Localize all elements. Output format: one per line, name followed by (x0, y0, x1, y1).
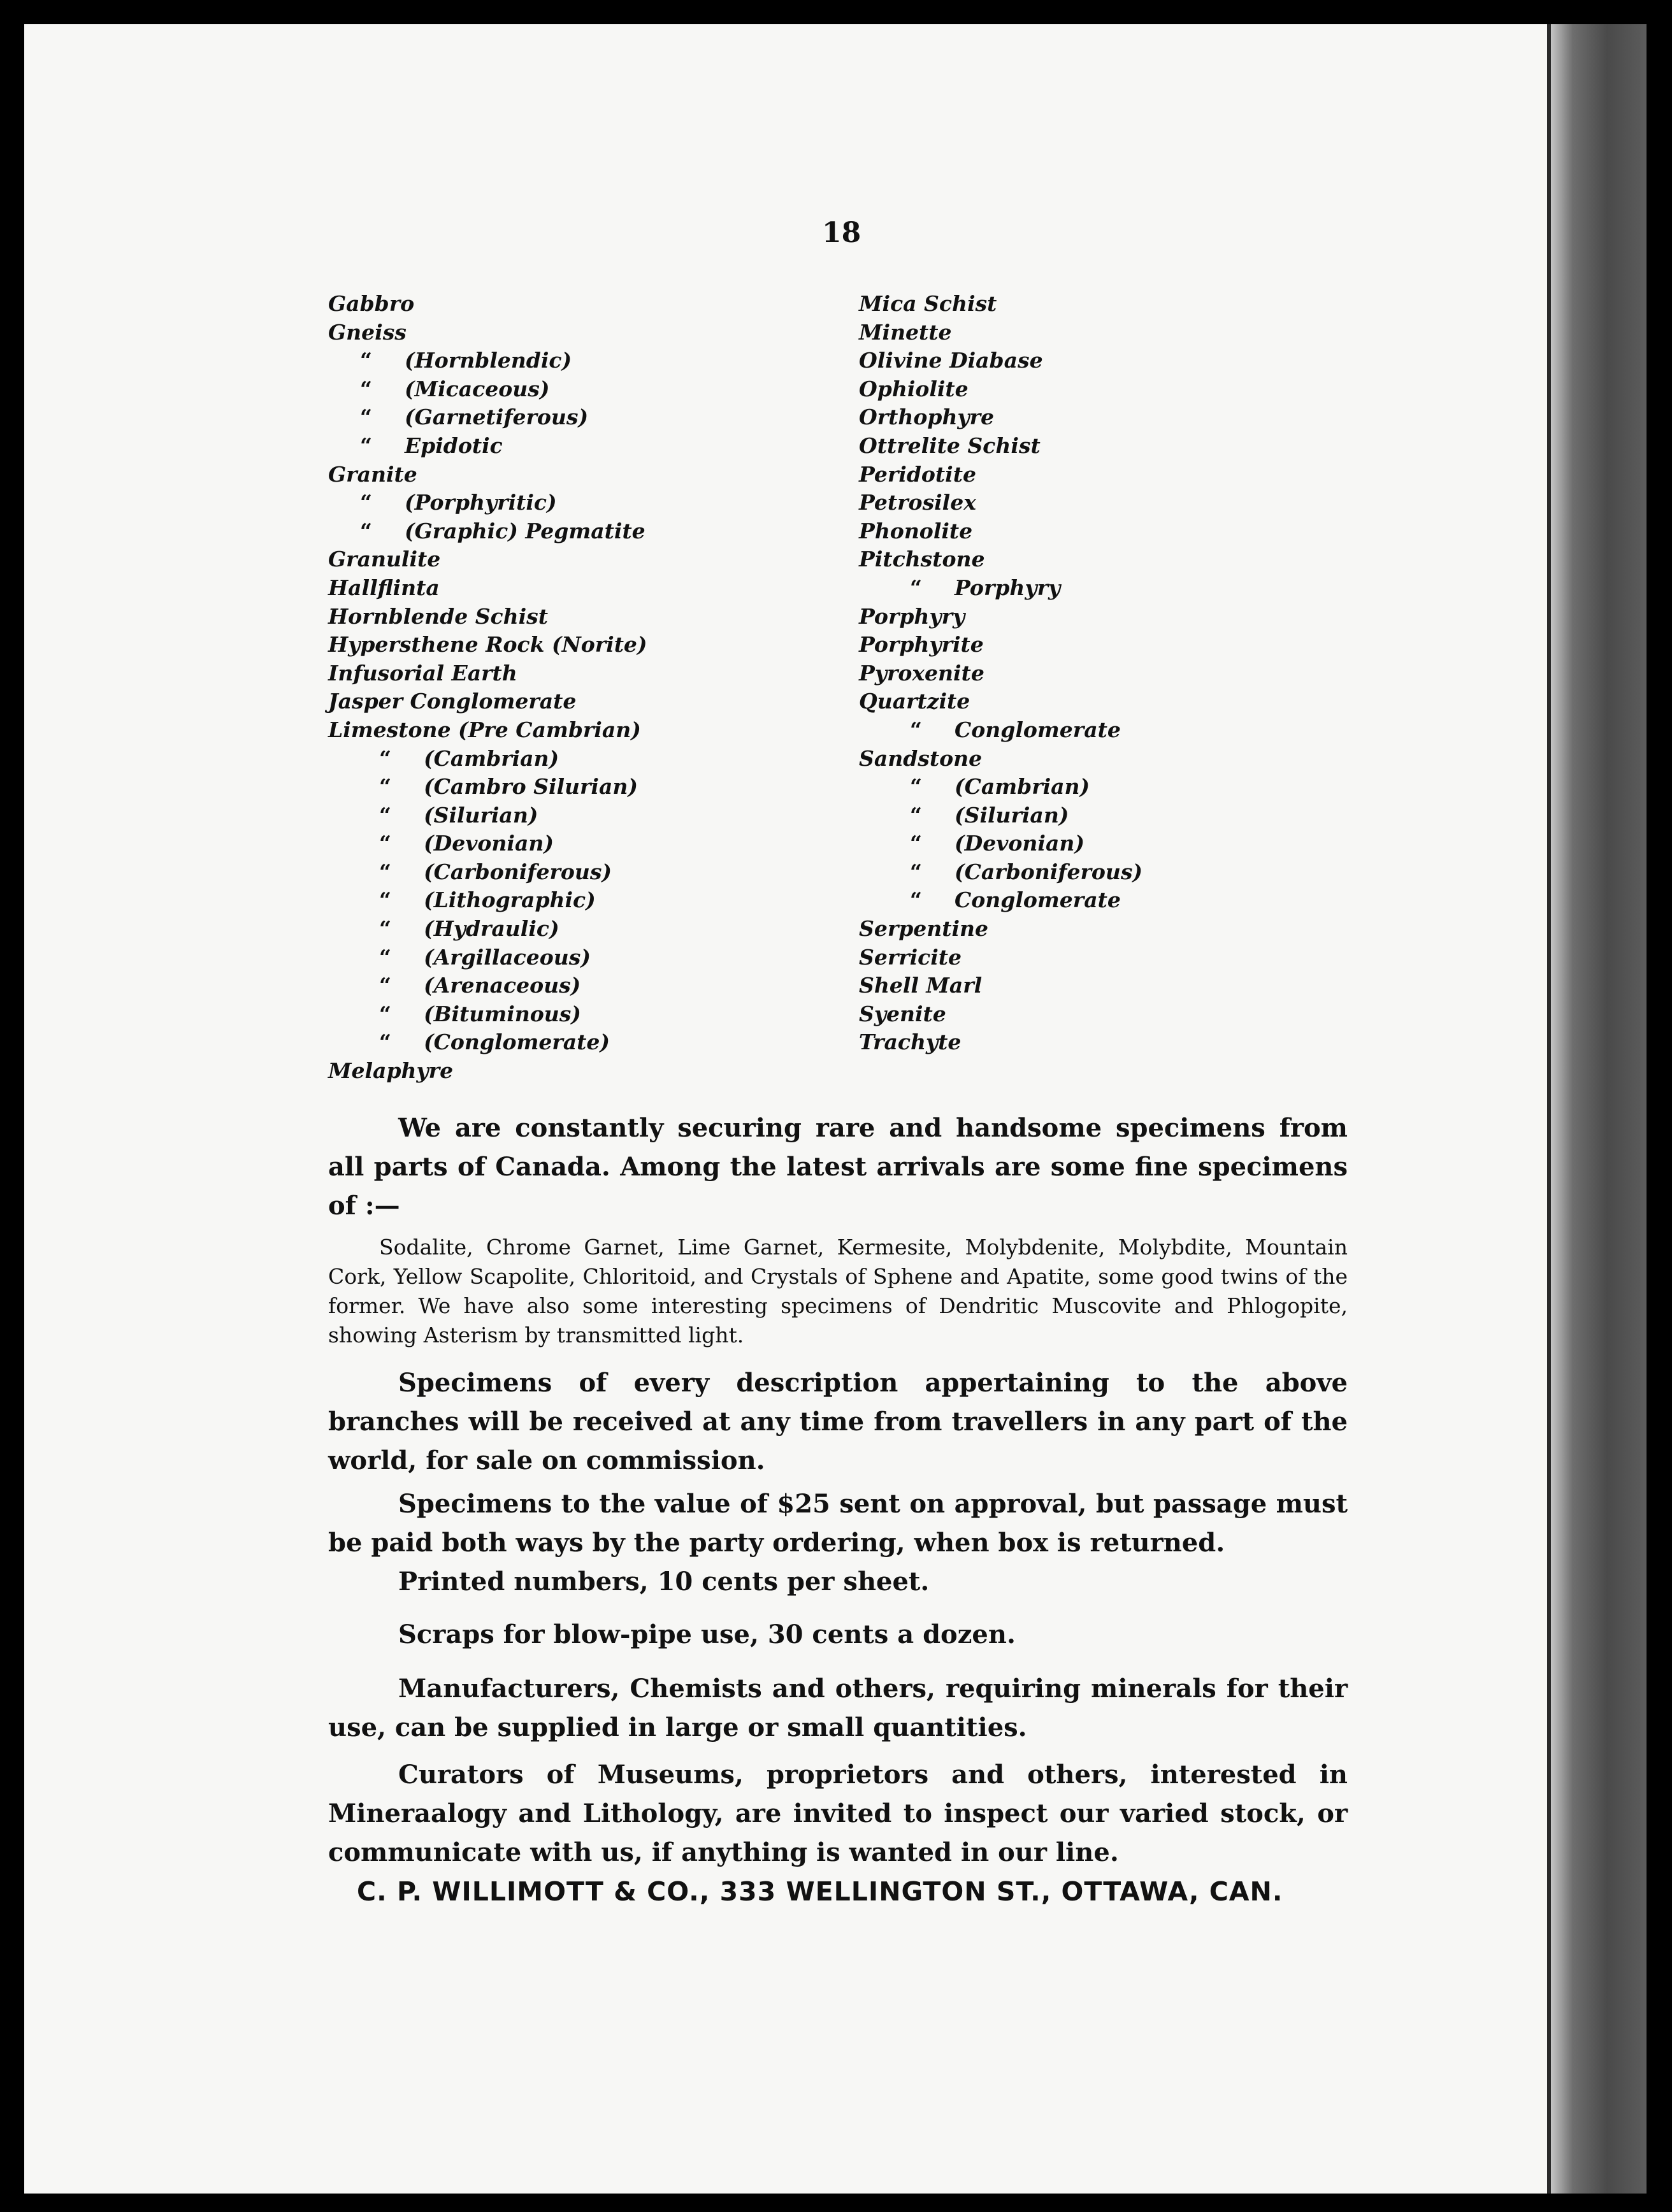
page-number: 18 (822, 217, 861, 249)
rock-list-item (328, 915, 647, 944)
rock-list-item (328, 574, 647, 603)
ditto-mark: “ (379, 887, 391, 913)
rock-name: Hypersthene Rock (Norite) (328, 632, 647, 657)
rock-list-item (859, 773, 1142, 801)
paragraph-commission: Specimens of every description appertaining to the above branches will be received at any time from travellers in any part of the world, for sale on commission. (328, 1368, 1348, 1476)
footer-address: C. P. WILLIMOTT & CO., 333 WELLINGTON ST., OTTAWA, CAN. (357, 1876, 1283, 1907)
curators-paragraph (328, 1755, 1348, 1872)
ditto-mark: “ (360, 376, 372, 401)
rock-list-item (328, 886, 647, 915)
rock-name: Conglomerate (955, 717, 1121, 742)
ditto-mark: “ (379, 916, 391, 942)
scraps-paragraph (328, 1615, 1348, 1654)
rock-name: Porphyry (859, 603, 965, 629)
rock-name: (Graphic) Pegmatite (405, 518, 645, 543)
rock-list-item (859, 886, 1142, 915)
ditto-mark: “ (360, 348, 372, 373)
rock-name: (Carboniferous) (955, 859, 1143, 884)
rock-name: (Conglomerate) (424, 1030, 610, 1055)
ditto-mark: “ (910, 774, 922, 800)
rock-name: Syenite (859, 1001, 946, 1026)
rock-list-item (859, 403, 1142, 432)
ditto-mark: “ (910, 887, 922, 913)
rock-list-item (859, 944, 1142, 972)
rock-name: Mica Schist (859, 291, 997, 316)
rock-list-item (859, 915, 1142, 944)
rock-list-right (859, 290, 1142, 1057)
rock-name: (Lithographic) (424, 887, 596, 913)
ditto-mark: “ (910, 831, 922, 856)
rock-name: Conglomerate (955, 887, 1121, 913)
rock-name: Pyroxenite (859, 660, 984, 686)
rock-name: Serpentine (859, 916, 989, 942)
paragraph-printed-numbers: Printed numbers, 10 cents per sheet. (398, 1567, 930, 1597)
rock-name: Orthophyre (859, 405, 995, 430)
rock-list-item (328, 687, 647, 716)
rock-name: Phonolite (859, 518, 973, 543)
rock-list-item (859, 830, 1142, 858)
rock-list-item (328, 545, 647, 574)
rock-name: Hornblende Schist (328, 603, 549, 629)
rock-list-item (859, 972, 1142, 1000)
rock-list-item (328, 659, 647, 688)
rock-list-item (328, 1000, 647, 1029)
ditto-mark: “ (379, 859, 391, 884)
ditto-mark: “ (360, 518, 372, 543)
rock-name: (Devonian) (955, 831, 1085, 856)
ditto-mark: “ (360, 405, 372, 430)
rock-name: (Cambro Silurian) (424, 774, 638, 800)
rock-list-item (859, 432, 1142, 461)
rock-list-item (859, 801, 1142, 830)
rock-list-item (859, 687, 1142, 716)
ditto-mark: “ (379, 802, 391, 828)
rock-name: (Devonian) (424, 831, 554, 856)
rock-list-item (328, 603, 647, 631)
rock-name: (Micaceous) (405, 376, 550, 401)
rock-name: (Argillaceous) (424, 944, 591, 970)
rock-name: (Arenaceous) (424, 973, 581, 998)
rock-name: Hallflinta (328, 575, 440, 600)
rock-list-item (328, 403, 647, 432)
rock-list-item (328, 858, 647, 887)
rock-name: Gneiss (328, 319, 407, 345)
rock-name: Olivine Diabase (859, 348, 1043, 373)
rock-name: (Cambrian) (955, 774, 1090, 800)
rock-list-item (328, 830, 647, 858)
rock-name: (Silurian) (955, 802, 1069, 828)
rock-name: Gabbro (328, 291, 415, 316)
ditto-mark: “ (910, 859, 922, 884)
rock-name: Granulite (328, 547, 441, 572)
intro-paragraph (328, 1109, 1348, 1225)
book-gutter (1548, 24, 1647, 2194)
rock-list-item (328, 489, 647, 517)
rock-list-item (328, 773, 647, 801)
rock-list-item (859, 745, 1142, 773)
rock-name: Granite (328, 461, 417, 487)
paragraph-curators: Curators of Museums, proprietors and others, interested in Mineraalogy and Lithology, are invited to inspect our varied stock, or communicate with us, if anything is wanted in our line. (328, 1760, 1348, 1867)
rock-list-item (859, 517, 1142, 546)
rock-list-item (328, 347, 647, 375)
rock-name: Shell Marl (859, 973, 983, 998)
rock-list-item (859, 319, 1142, 347)
rock-name: Epidotic (405, 433, 503, 458)
rock-list-item (328, 944, 647, 972)
rock-name: Porphyrite (859, 632, 984, 657)
approval-paragraph (328, 1484, 1348, 1601)
ditto-mark: “ (379, 973, 391, 998)
rock-list-item (859, 489, 1142, 517)
rock-list-item (859, 290, 1142, 319)
rock-list-item (859, 631, 1142, 659)
rock-name: (Bituminous) (424, 1001, 581, 1026)
rock-name: Sandstone (859, 745, 983, 771)
rock-name: Petrosilex (859, 490, 976, 515)
rock-list-item (328, 290, 647, 319)
rock-list-item (328, 631, 647, 659)
rock-list-item (328, 1057, 647, 1086)
ditto-mark: “ (379, 1001, 391, 1026)
rock-list-item (328, 716, 647, 745)
rock-list-item (859, 574, 1142, 603)
rock-name: Trachyte (859, 1030, 962, 1055)
rock-name: Jasper Conglomerate (328, 689, 577, 714)
rock-name: Infusorial Earth (328, 660, 517, 686)
ditto-mark: “ (379, 774, 391, 800)
paragraph-scraps: Scraps for blow-pipe use, 30 cents a dozen. (398, 1620, 1016, 1649)
rock-name: Porphyry (955, 575, 1061, 600)
rock-list-item (859, 858, 1142, 887)
rock-list-item (328, 375, 647, 404)
paragraph-specimens: Sodalite, Chrome Garnet, Lime Garnet, Kermesite, Molybdenite, Molybdite, Mountain Cork, Yellow Scapolite, Chloritoid, and Crystals of Sphene and Apatite, some good twins of the former. We have also some interesting specimens of Dendritic Muscovite and Phlogopite, showing Asterism by transmitted light. (328, 1235, 1348, 1347)
rock-list-item (859, 603, 1142, 631)
paragraph-manufacturers: Manufacturers, Chemists and others, requiring minerals for their use, can be supplied in large or small quantities. (328, 1674, 1348, 1742)
rock-name: (Hydraulic) (424, 916, 559, 942)
rock-list-item (328, 319, 647, 347)
rock-name: Ottrelite Schist (859, 433, 1041, 458)
rock-list-item (859, 461, 1142, 489)
rock-list-left (328, 290, 647, 1086)
ditto-mark: “ (379, 944, 391, 970)
page-edge (1547, 24, 1551, 2194)
rock-list-item (859, 375, 1142, 404)
ditto-mark: “ (360, 490, 372, 515)
rock-name: Serricite (859, 944, 962, 970)
rock-list-item (859, 347, 1142, 375)
rock-list-item (328, 461, 647, 489)
rock-name: (Garnetiferous) (405, 405, 589, 430)
ditto-mark: “ (910, 717, 922, 742)
rock-name: Melaphyre (328, 1058, 454, 1084)
rock-list-item (859, 545, 1142, 574)
ditto-mark: “ (910, 802, 922, 828)
rock-list-item (328, 745, 647, 773)
ditto-mark: “ (910, 575, 922, 600)
rock-name: Minette (859, 319, 952, 345)
rock-list-item (328, 972, 647, 1000)
rock-name: Ophiolite (859, 376, 969, 401)
rock-name: Quartzite (859, 689, 970, 714)
specimen-list-paragraph (328, 1233, 1348, 1350)
rock-list-item (328, 1028, 647, 1057)
rock-name: (Carboniferous) (424, 859, 612, 884)
rock-name: (Silurian) (424, 802, 538, 828)
rock-name: (Hornblendic) (405, 348, 572, 373)
manufacturers-paragraph (328, 1669, 1348, 1747)
rock-list-item (328, 801, 647, 830)
ditto-mark: “ (379, 831, 391, 856)
rock-name: Pitchstone (859, 547, 985, 572)
ditto-mark: “ (379, 1030, 391, 1055)
rock-list-item (859, 1000, 1142, 1029)
ditto-mark: “ (360, 433, 372, 458)
rock-list-item (328, 517, 647, 546)
rock-name: (Porphyritic) (405, 490, 557, 515)
rock-name: Peridotite (859, 461, 976, 487)
paragraph-approval: Specimens to the value of $25 sent on approval, but passage must be paid both ways by the party ordering, when box is returned. (328, 1489, 1348, 1558)
rock-list-item (859, 659, 1142, 688)
rock-name: (Cambrian) (424, 745, 559, 771)
paragraph-latest-arrivals: We are constantly securing rare and handsome specimens from all parts of Canada. Among the latest arrivals are some fine specimens of :— (328, 1113, 1348, 1221)
rock-name: Limestone (Pre Cambrian) (328, 717, 641, 742)
rock-list-item (859, 716, 1142, 745)
commission-paragraph (328, 1363, 1348, 1480)
rock-list-item (859, 1028, 1142, 1057)
ditto-mark: “ (379, 745, 391, 771)
rock-list-item (328, 432, 647, 461)
